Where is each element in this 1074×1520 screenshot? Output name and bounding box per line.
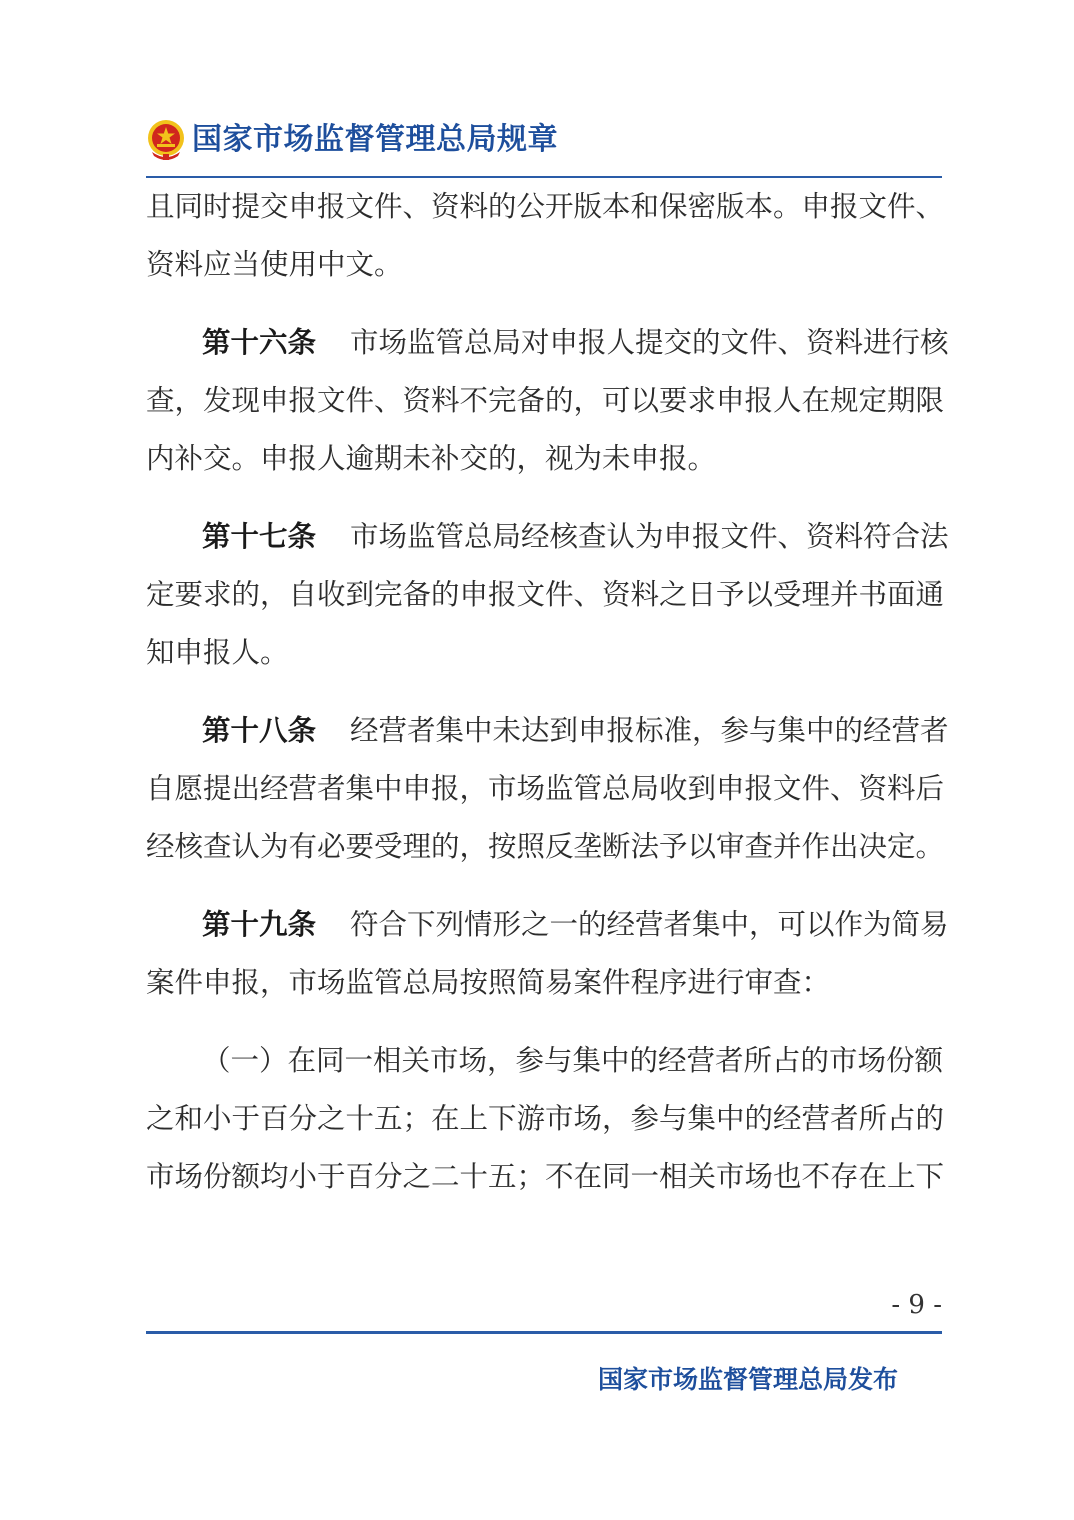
article-number: 第十八条 [202,714,317,747]
national-emblem-icon [146,118,186,162]
text-line: 定要求的，自收到完备的申报文件、资料之日予以受理并书面通 [146,578,945,611]
text-line: 案件申报，市场监管总局按照简易案件程序进行审查： [146,966,831,999]
text-line: 经核查认为有必要受理的，按照反垄断法予以审查并作出决定。 [146,830,945,863]
text-line: 内补交。申报人逾期未补交的，视为未申报。 [146,442,717,475]
text-line: 之和小于百分之十五；在上下游市场，参与集中的经营者所占的 [146,1102,945,1135]
text-line: 资料应当使用中文。 [146,248,403,281]
text-line: （一）在同一相关市场，参与集中的经营者所占的市场份额 [202,1044,944,1077]
text-line: 市场监管总局对申报人提交的文件、资料进行核 [350,326,949,359]
article-16-line [146,314,949,372]
text-line: 符合下列情形之一的经营者集中，可以作为简易 [350,908,949,941]
article-19-line [146,896,949,954]
text-line: 知申报人。 [146,636,289,669]
article-18-line [146,702,949,760]
text-line: 且同时提交申报文件、资料的公开版本和保密版本。申报文件、 [146,190,945,223]
article-number: 第十六条 [202,326,317,359]
text-line: 自愿提出经营者集中申报，市场监管总局收到申报文件、资料后 [146,772,945,805]
text-line: 经营者集中未达到申报标准，参与集中的经营者 [350,714,949,747]
text-line: 市场监管总局经核查认为申报文件、资料符合法 [350,520,949,553]
document-body [146,178,949,1206]
text-line: 市场份额均小于百分之二十五；不在同一相关市场也不存在上下 [146,1160,945,1193]
article-17-line [146,508,949,566]
text-line: 查，发现申报文件、资料不完备的，可以要求申报人在规定期限 [146,384,945,417]
article-number: 第十七条 [202,520,317,553]
footer-publisher: 国家市场监督管理总局发布 [597,1365,898,1394]
page-number: - 9 - [891,1290,942,1320]
article-number: 第十九条 [202,908,317,941]
page-header [146,112,942,176]
page-title: 国家市场监督管理总局规章 [192,122,558,157]
footer-divider [146,1331,942,1334]
